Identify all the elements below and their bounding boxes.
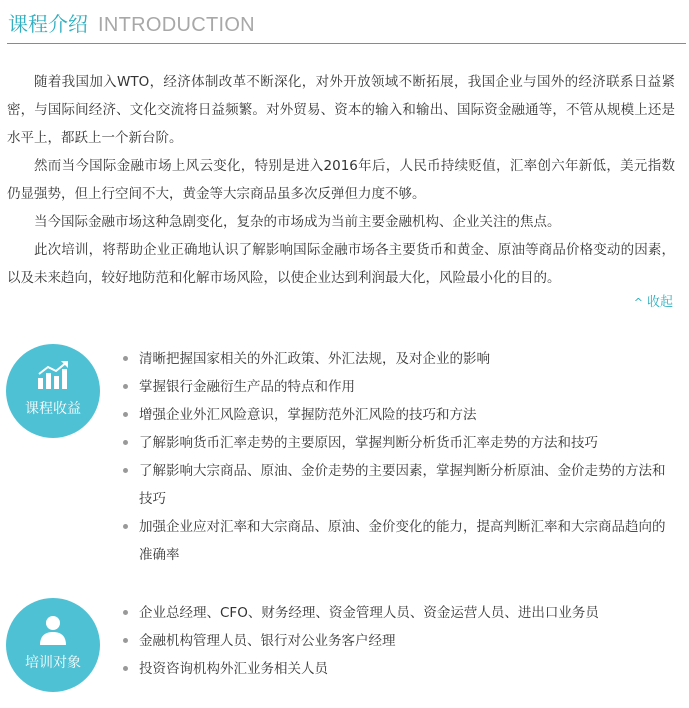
list-item: 加强企业应对汇率和大宗商品、原油、金价变化的能力，提高判断汇率和大宗商品趋向的准确率 (121, 513, 673, 569)
list-item: 增强企业外汇风险意识，掌握防范外汇风险的技巧和方法 (121, 401, 673, 429)
list-item: 企业总经理、CFO、财务经理、资金管理人员、资金运营人员、进出口业务员 (121, 599, 673, 627)
section-title-en: INTRODUCTION (98, 14, 255, 36)
list-item: 清晰把握国家相关的外汇政策、外汇法规，及对企业的影响 (121, 345, 673, 373)
list-item: 掌握银行金融衍生产品的特点和作用 (121, 373, 673, 401)
list-item: 了解影响大宗商品、原油、金价走势的主要因素，掌握判断分析原油、金价走势的方法和技巧 (121, 457, 673, 513)
collapse-label: 收起 (646, 295, 673, 310)
section-title-cn: 课程介绍 (8, 12, 88, 36)
benefits-list (121, 345, 673, 569)
intro-paragraph: 然而当今国际金融市场上风云变化，特别是进入2016年后，人民币持续贬值，汇率创六年新低，美元指数仍显强势，但上行空间不大，黄金等大宗商品虽多次反弹但力度不够。 (7, 158, 675, 202)
intro-paragraph: 随着我国加入WTO，经济体制改革不断深化，对外开放领域不断拓展，我国企业与国外的经济联系日益紧密，与国际间经济、文化交流将日益频繁。对外贸易、资本的输入和输出、国际资金融通等，不管从规模上还是水平上，都跃上一个新台阶。 (7, 74, 675, 146)
intro-text (7, 68, 675, 292)
benefits-badge (6, 344, 100, 438)
collapse-link[interactable] (634, 291, 673, 310)
audience-badge (6, 598, 100, 692)
list-item: 了解影响货币汇率走势的主要原因，掌握判断分析货币汇率走势的方法和技巧 (121, 429, 673, 457)
audience-badge-label: 培训对象 (25, 655, 81, 671)
list-item: 金融机构管理人员、银行对公业务客户经理 (121, 627, 673, 655)
intro-paragraph: 此次培训，将帮助企业正确地认识了解影响国际金融市场各主要货币和黄金、原油等商品价格变动的因素，以及未来趋向，较好地防范和化解市场风险，以使企业达到利润最大化，风险最小化的目的。 (7, 242, 675, 286)
list-item: 投资咨询机构外汇业务相关人员 (121, 655, 673, 683)
bar-chart-icon (36, 360, 70, 390)
intro-paragraph: 当今国际金融市场这种急剧变化，复杂的市场成为当前主要金融机构、企业关注的焦点。 (34, 214, 561, 230)
header-divider (7, 43, 686, 44)
section-header (8, 8, 255, 38)
audience-list (121, 599, 673, 683)
person-icon (36, 614, 70, 646)
benefits-badge-label: 课程收益 (25, 401, 81, 417)
chevron-up-icon: ^ (633, 296, 643, 309)
